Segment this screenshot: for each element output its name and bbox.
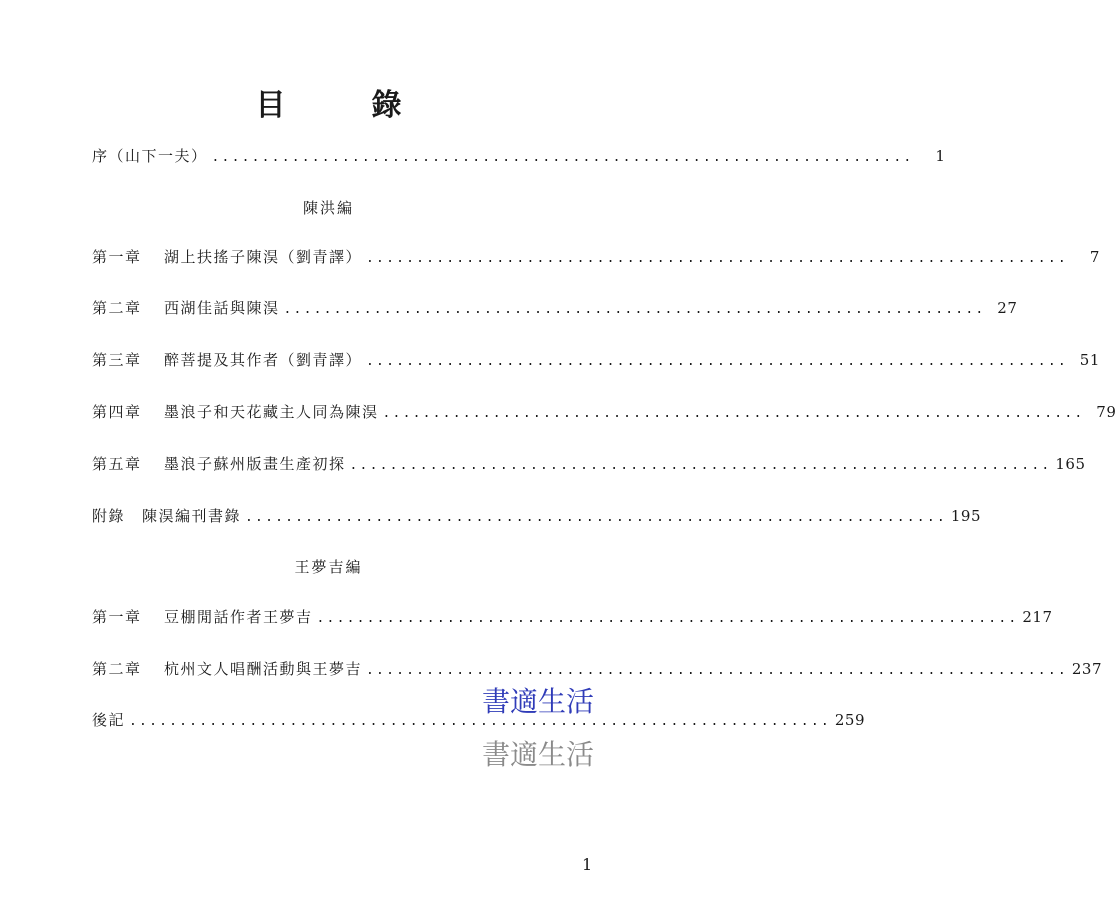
toc-title: 豆棚閒話作者王夢吉 [164, 608, 313, 626]
toc-leader: ...................................................................... [211, 150, 914, 165]
toc-entry[interactable] [92, 246, 1100, 270]
toc-title: 西湖佳話與陳淏 [164, 299, 280, 317]
toc-chapter: 第一章 [92, 248, 142, 266]
toc-chapter: 附錄 [92, 507, 126, 525]
toc-entry-label [92, 349, 362, 370]
toc-page-number: 195 [950, 507, 982, 525]
toc-page-number: 51 [1079, 351, 1100, 369]
toc-entry-appendix[interactable] [92, 505, 982, 529]
toc-entry[interactable] [92, 658, 1103, 682]
toc-entry[interactable] [92, 453, 1086, 477]
toc-entry[interactable] [92, 606, 1053, 630]
watermark-blue: 書適生活 [482, 685, 595, 718]
toc-leader: ...................................................................... [382, 406, 1085, 421]
toc-entry[interactable] [92, 297, 1018, 321]
toc-page-number: 1 [935, 147, 946, 165]
toc-page-number: 259 [834, 711, 866, 729]
toc-leader: ...................................................................... [129, 714, 831, 729]
toc-entry-label [92, 401, 379, 422]
toc-leader: ...................................................................... [245, 510, 947, 525]
toc-entry-label [92, 246, 362, 267]
toc-chapter: 第四章 [92, 403, 142, 421]
toc-title: 墨浪子和天花藏主人同為陳淏 [164, 403, 379, 421]
toc-title: 陳淏編刊書錄 [142, 507, 242, 525]
toc-leader: ...................................................................... [366, 354, 1068, 369]
toc-title: 醉菩提及其作者（劉青譯） [164, 351, 363, 369]
toc-leader: ...................................................................... [316, 611, 1019, 626]
toc-title: 墨浪子蘇州版畫生產初探 [164, 455, 346, 473]
toc-entry[interactable] [92, 349, 1100, 373]
toc-entry-label [92, 658, 362, 679]
toc-page-number: 79 [1096, 403, 1116, 421]
toc-chapter: 第二章 [92, 660, 142, 678]
toc-chapter: 第一章 [92, 608, 142, 626]
toc-leader: ...................................................................... [366, 663, 1068, 678]
section-header-wang: 王夢吉編 [294, 558, 363, 576]
page-number: 1 [582, 855, 593, 874]
toc-leader: ...................................................................... [349, 458, 1052, 473]
watermark-gray: 書適生活 [482, 738, 595, 771]
toc-entry[interactable] [92, 401, 1116, 425]
toc-chapter: 第二章 [92, 299, 142, 317]
toc-page-number: 27 [997, 299, 1018, 317]
section-header-chen: 陳洪編 [302, 199, 354, 217]
toc-entry-label [92, 453, 346, 474]
toc-entry-label [92, 606, 313, 627]
toc-page-number: 217 [1022, 608, 1053, 626]
toc-leader: ...................................................................... [366, 251, 1068, 266]
toc-entry-label [92, 297, 280, 318]
toc-page-number: 7 [1089, 248, 1100, 266]
toc-chapter: 第五章 [92, 455, 142, 473]
toc-chapter: 第三章 [92, 351, 142, 369]
toc-entry-label [92, 505, 241, 526]
toc-leader: ...................................................................... [283, 302, 986, 317]
toc-entry-label: 後記 [92, 711, 126, 729]
toc-page-number: 237 [1071, 660, 1103, 678]
toc-entry-preface[interactable] [92, 145, 946, 169]
toc-title: 杭州文人唱酬活動與王夢吉 [164, 660, 363, 678]
toc-entry-label: 序（山下一夫） [92, 147, 208, 165]
toc-title: 湖上扶搖子陳淏（劉青譯） [164, 248, 363, 266]
page-title: 目 錄 [255, 88, 430, 123]
toc-page-number: 165 [1055, 455, 1086, 473]
